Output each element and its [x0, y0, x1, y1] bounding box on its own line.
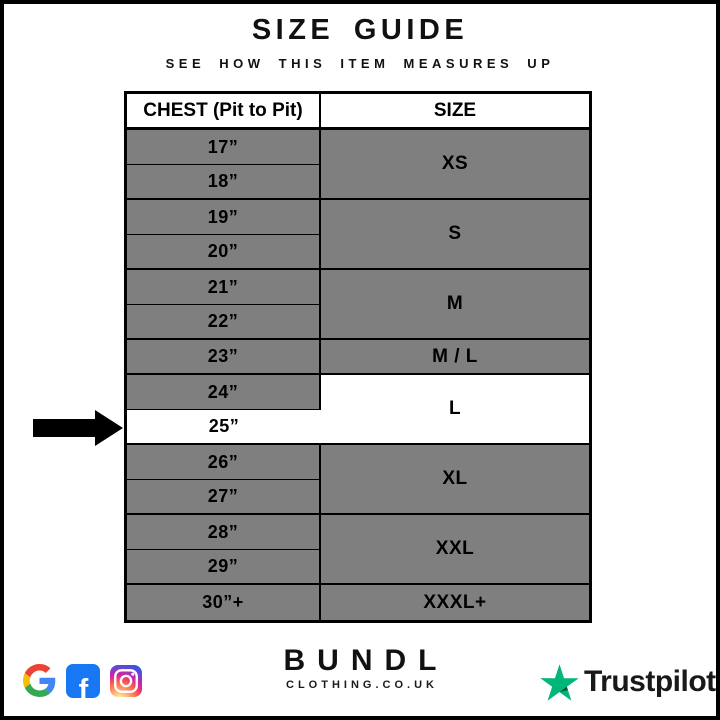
- page-subtitle: SEE HOW THIS ITEM MEASURES UP: [165, 56, 555, 71]
- chest-cell-24: 24”: [127, 375, 321, 410]
- chest-cell-30plus: 30”+: [127, 585, 321, 620]
- chest-cell-21: 21”: [127, 270, 321, 305]
- chest-column-header: CHEST (Pit to Pit): [127, 94, 321, 130]
- brand-tagline: CLOTHING.CO.UK: [286, 679, 438, 691]
- chest-cell-28: 28”: [127, 515, 321, 550]
- page-title: SIZE GUIDE: [251, 14, 469, 46]
- highlight-arrow-icon: [33, 408, 123, 448]
- chest-cell-23: 23”: [127, 340, 321, 375]
- size-cell-m-l: M / L: [321, 340, 589, 375]
- size-cell-m: M: [321, 270, 589, 340]
- chest-cell-27: 27”: [127, 480, 321, 515]
- chest-cell-20: 20”: [127, 235, 321, 270]
- chest-cell-17: 17”: [127, 130, 321, 165]
- chest-cell-18: 18”: [127, 165, 321, 200]
- chest-cell-29: 29”: [127, 550, 321, 585]
- size-cell-xxl: XXL: [321, 515, 589, 585]
- size-cell-l-highlighted: L: [321, 375, 589, 445]
- size-cell-xxxl: XXXL+: [321, 585, 589, 620]
- size-guide-table: [124, 91, 592, 623]
- size-cell-xl: XL: [321, 445, 589, 515]
- trustpilot-logo[interactable]: [540, 663, 716, 701]
- size-column-header: SIZE: [321, 94, 589, 130]
- trustpilot-star-icon: [540, 664, 579, 701]
- chest-cell-19: 19”: [127, 200, 321, 235]
- size-cell-xs: XS: [321, 130, 589, 200]
- trustpilot-label: Trustpilot: [584, 665, 716, 698]
- chest-cell-25-highlighted: 25”: [127, 410, 321, 445]
- facebook-f-glyph: f: [78, 674, 89, 698]
- brand-name: BUNDL: [283, 644, 449, 677]
- chest-cell-22: 22”: [127, 305, 321, 340]
- chest-cell-26: 26”: [127, 445, 321, 480]
- size-cell-s: S: [321, 200, 589, 270]
